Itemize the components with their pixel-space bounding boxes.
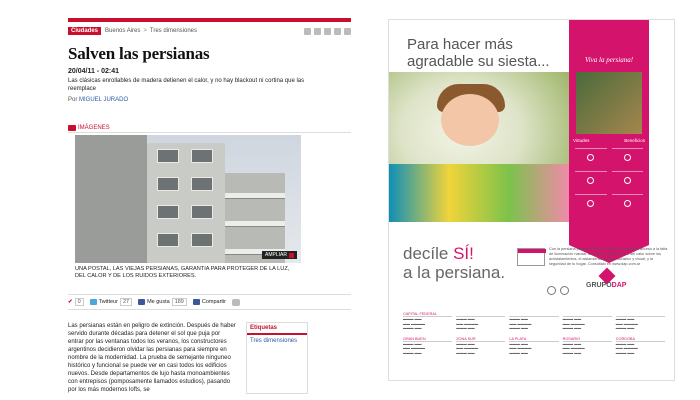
- twitter-button[interactable]: [90, 298, 132, 306]
- photo-building-middle: [147, 143, 225, 263]
- ad-panel: [388, 19, 675, 381]
- article-panel: [68, 18, 351, 398]
- breadcrumb-item-tres-dimensiones[interactable]: Tres dimensiones: [149, 28, 198, 34]
- directory-column: CAPITAL FEDERAL ▬▬▬ ▬▬ ▬▬ ▬▬▬▬ ▬▬▬ ▬▬: [403, 312, 452, 331]
- like-label: Me gusta: [147, 299, 170, 305]
- directory-column: GRAN BUEN ▬▬▬ ▬▬ ▬▬ ▬▬▬▬ ▬▬▬ ▬▬: [403, 337, 452, 356]
- photo-window: [191, 177, 213, 191]
- photo-caption: UNA POSTAL, LAS VIEJAS PERSIANAS, GARANTIA PARA PROTEGER DE LA LUZ, DEL CALOR Y DE LOS RUIDOS EXTERIORES.: [75, 266, 290, 279]
- print-icon[interactable]: [324, 28, 331, 35]
- magnifier-icon: [289, 253, 294, 258]
- twitter-icon: [90, 299, 97, 305]
- publish-date: 20/04/11 - 02:41: [68, 68, 119, 75]
- facebook-icon: [193, 299, 200, 305]
- photo-balcony: [225, 221, 285, 227]
- directory-heading: CORDOBA: [616, 337, 665, 342]
- checkmark-icon: ✔: [68, 299, 73, 305]
- like-count: 189: [172, 298, 187, 306]
- cert-logo-icon: [547, 286, 556, 295]
- photo-building-right: [225, 173, 285, 263]
- ad-legal-bar: [518, 249, 546, 253]
- article-tools: [304, 28, 351, 35]
- breadcrumb-separator: >: [143, 28, 147, 34]
- banner-photo: [576, 72, 642, 134]
- tags-box: [246, 322, 308, 394]
- ad-photo-face: [441, 94, 499, 146]
- directory-column: ZONA SUR ▬▬▬ ▬▬ ▬▬ ▬▬▬▬ ▬▬▬ ▬▬: [456, 337, 505, 356]
- photo-window: [157, 149, 179, 163]
- images-tab[interactable]: [68, 125, 351, 133]
- brand-text-emphasis: DAP: [611, 282, 627, 289]
- banner-icon-grid: [575, 148, 643, 212]
- ad-tagline: [403, 244, 505, 282]
- directory-column: ▬▬▬ ▬▬ ▬▬ ▬▬▬▬ ▬▬▬ ▬▬: [456, 312, 505, 331]
- dealer-directory: [403, 312, 665, 355]
- ad-photo-sleeping-child: [389, 72, 569, 222]
- share-label: Compartir: [201, 299, 227, 305]
- article-body: [68, 322, 351, 394]
- page-title: Salven las persianas: [68, 44, 210, 63]
- facebook-like-icon: [138, 299, 145, 305]
- photo-window: [157, 177, 179, 191]
- tagline-pre: decíle: [403, 244, 454, 263]
- vote-count: 0: [75, 298, 84, 306]
- banner-feature: [612, 194, 644, 212]
- photo-window: [157, 205, 179, 219]
- tags-heading: Etiquetas: [247, 323, 307, 335]
- directory-column: LA PLATA ▬▬▬ ▬▬ ▬▬ ▬▬▬▬ ▬▬▬ ▬▬: [509, 337, 558, 356]
- feature-icon: [624, 177, 631, 184]
- feature-icon: [624, 200, 631, 207]
- breadcrumb: [68, 24, 351, 38]
- tagline-emphasis: SÍ!: [453, 244, 474, 263]
- banner-feature: [575, 171, 607, 189]
- banner-feature: [612, 148, 644, 166]
- directory-column: ▬▬▬ ▬▬ ▬▬ ▬▬▬▬ ▬▬▬ ▬▬: [509, 312, 558, 331]
- tag-link[interactable]: Tres dimensiones: [250, 338, 298, 344]
- feature-icon: [624, 154, 631, 161]
- banner-title: Viva la persiana!: [584, 56, 634, 64]
- font-size-icon[interactable]: [314, 28, 321, 35]
- zoom-button-label: AMPLIAR: [265, 252, 287, 258]
- directory-column: ▬▬▬ ▬▬ ▬▬ ▬▬▬▬ ▬▬▬ ▬▬: [563, 312, 612, 331]
- directory-column: ▬▬▬ ▬▬ ▬▬ ▬▬▬▬ ▬▬▬ ▬▬: [616, 312, 665, 331]
- feature-icon: [587, 154, 594, 161]
- brand-text: GRUPO: [586, 282, 612, 289]
- brand-logo: [586, 282, 626, 289]
- feature-icon: [587, 200, 594, 207]
- people-icon[interactable]: [232, 299, 240, 306]
- twitter-count: 27: [120, 298, 132, 306]
- photo-window: [191, 233, 213, 247]
- author-link[interactable]: MIGUEL JURADO: [79, 97, 129, 103]
- font-size-icon[interactable]: [304, 28, 311, 35]
- social-bar: [68, 294, 351, 310]
- photo-balcony: [225, 193, 285, 199]
- byline-prefix: Por: [68, 97, 78, 103]
- like-button[interactable]: [138, 298, 187, 306]
- breadcrumb-item-buenos-aires[interactable]: Buenos Aires: [105, 28, 141, 34]
- vote-widget[interactable]: [68, 298, 84, 306]
- photo-window: [191, 205, 213, 219]
- feature-icon: [587, 177, 594, 184]
- photo-window: [157, 233, 179, 247]
- images-tab-label: IMÁGENES: [78, 125, 110, 131]
- directory-heading: ZONA SUR: [456, 337, 505, 342]
- directory-heading: ROSARIO: [563, 337, 612, 342]
- directory-heading: CAPITAL FEDERAL: [403, 312, 452, 317]
- ad-photo-pillow: [389, 164, 569, 222]
- share-icon[interactable]: [344, 28, 351, 35]
- twitter-label: Twitteur: [98, 299, 118, 305]
- banner-col-right: Beneficios: [624, 138, 645, 143]
- banner-columns: [573, 138, 645, 143]
- section-tag[interactable]: Ciudades: [68, 27, 101, 35]
- directory-column: CORDOBA ▬▬▬ ▬▬ ▬▬ ▬▬▬▬ ▬▬▬ ▬▬: [616, 337, 665, 356]
- ad-banner: [569, 20, 649, 245]
- cert-logos: [547, 286, 569, 295]
- byline: [68, 97, 351, 103]
- banner-feature: [612, 171, 644, 189]
- zoom-button[interactable]: [262, 251, 297, 259]
- email-icon[interactable]: [334, 28, 341, 35]
- camera-icon: [68, 125, 76, 131]
- photo-building-left: [75, 135, 147, 263]
- ad-headline: Para hacer más agradable su siesta...: [407, 36, 550, 70]
- ad-copy: Con la persiana podrás obtener: controlar y regular el acceso a la falta de iluminación natural, los efectos del granizo o del calor sobre los acristalamientos, el aislamiento térmico, acústico y visual, y la seguridad de tu hogar. Consúltalo en www.dap.com.ar: [549, 247, 668, 266]
- directory-heading: LA PLATA: [509, 337, 558, 342]
- article-text: Las persianas están en peligro de extinción. Después de haber servido durante décadas para detener el sol que puja por entrar por las ventanas todos los veranos, los constructores argentinos decidieron olvidar las persianas para siempre en nombre de la modernidad. La prueba de semejante ninguneo histórico y funcional se puede ver en casi todos los edificios nuevos. Desde departamentos de lujo hasta monoambientes con entrepisos (pomposamente llamados estudios), pasando por los más modernos lofts, se: [68, 323, 236, 393]
- ad-legal-box: [517, 248, 545, 266]
- directory-column: ROSARIO ▬▬▬ ▬▬ ▬▬ ▬▬▬▬ ▬▬▬ ▬▬: [563, 337, 612, 356]
- directory-heading: GRAN BUEN: [403, 337, 452, 342]
- photo-window: [191, 149, 213, 163]
- article-lede: Las clásicas enrollables de madera detienen el calor, y no hay blackout ni cortina que las reemplace: [68, 78, 305, 92]
- tagline-post: a la persiana.: [403, 263, 506, 282]
- article-photo[interactable]: [75, 135, 301, 263]
- banner-col-left: Virtudes: [573, 138, 590, 143]
- banner-feature: [575, 194, 607, 212]
- cert-logo-icon: [560, 286, 569, 295]
- share-button[interactable]: [193, 299, 226, 305]
- banner-feature: [575, 148, 607, 166]
- top-red-bar: [68, 18, 351, 22]
